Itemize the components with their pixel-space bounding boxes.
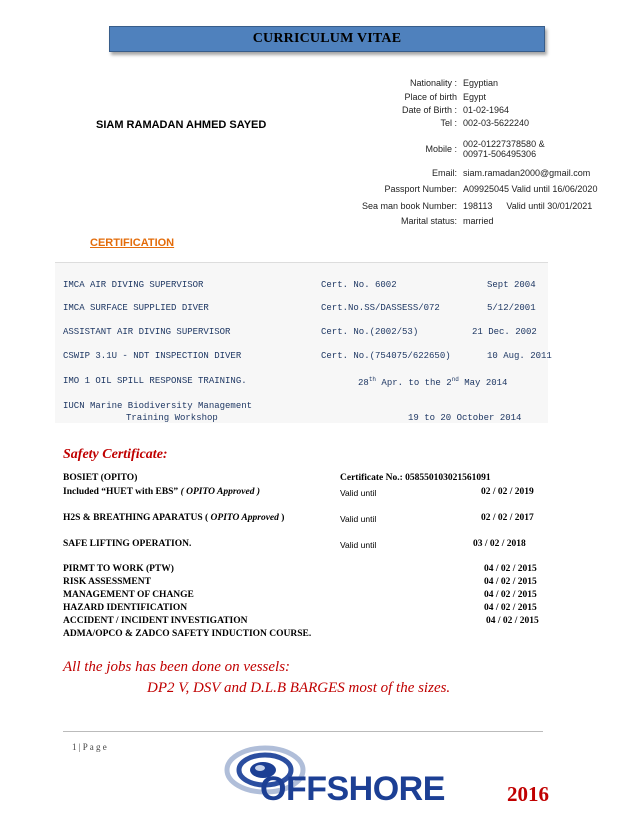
safety-heading: Safety Certificate: bbox=[63, 447, 168, 462]
cert-number: Cert.No.SS/DASSESS/072 bbox=[321, 303, 440, 313]
info-row-tel bbox=[340, 118, 638, 134]
lifting-name: SAFE LIFTING OPERATION. bbox=[63, 539, 192, 549]
info-row-marital-status bbox=[340, 214, 638, 228]
h2s-approved: OPITO Approved bbox=[210, 513, 279, 523]
info-label: Nationality : bbox=[409, 78, 457, 88]
cert-date: 21 Dec. 2002 bbox=[472, 327, 537, 337]
imo-mid: Apr. to the 2 bbox=[376, 378, 452, 388]
jobs-line2: DP2 V, DSV and D.L.B BARGES most of the sizes. bbox=[147, 680, 451, 696]
info-row-nationality bbox=[340, 78, 638, 92]
info-row-passport bbox=[340, 181, 638, 197]
bosiet-name: BOSIET (OPITO) bbox=[63, 473, 138, 483]
info-value: married bbox=[463, 216, 494, 226]
cert-number: Cert. No.(754075/622650) bbox=[321, 351, 451, 361]
huet-date: 02 / 02 / 2019 bbox=[481, 487, 534, 497]
cert-number: Cert. No. 6002 bbox=[321, 280, 397, 290]
huet-approved: ( OPITO Approved ) bbox=[180, 487, 260, 497]
cert-number: Cert. No.(2002/53) bbox=[321, 327, 419, 337]
jobs-line1: All the jobs has been done on vessels: bbox=[63, 659, 291, 675]
mobile-1: 002-01227378580 & bbox=[463, 139, 545, 149]
page-number: 1 | P a g e bbox=[72, 742, 107, 752]
iucn-date: 19 to 20 October 2014 bbox=[408, 413, 522, 423]
info-label: Marital status: bbox=[400, 216, 457, 226]
training-name: PIRMT TO WORK (PTW) bbox=[63, 564, 174, 574]
email-value: siam.ramadan2000@gmail.com bbox=[463, 167, 591, 178]
info-value: 01-02-1964 bbox=[463, 105, 510, 115]
training-name: RISK ASSESSMENT bbox=[63, 577, 151, 587]
info-label: Place of birth bbox=[404, 92, 457, 102]
bosiet-cert: Certificate No.: 058550103021561091 bbox=[340, 473, 491, 483]
info-label: Sea man book Number: bbox=[361, 200, 457, 211]
h2s-text: H2S & BREATHING APARATUS ( bbox=[63, 513, 211, 523]
seaman-number: 198113 bbox=[463, 200, 493, 211]
cert-date: Sept 2004 bbox=[487, 280, 536, 290]
info-value: A09925045 Valid until 16/06/2020 bbox=[463, 184, 598, 194]
info-row-seaman-book bbox=[340, 197, 638, 214]
personal-info bbox=[340, 78, 638, 228]
footer-divider bbox=[63, 731, 543, 732]
info-value: Egyptian bbox=[463, 78, 499, 88]
training-name: ACCIDENT / INCIDENT INVESTIGATION bbox=[63, 616, 248, 626]
iucn-line2: Training Workshop bbox=[126, 413, 218, 423]
training-date: 04 / 02 / 2015 bbox=[486, 616, 539, 626]
imo-day1: 28 bbox=[358, 378, 369, 388]
training-date: 04 / 02 / 2015 bbox=[484, 590, 537, 600]
mobile-2: 00971-506495306 bbox=[463, 149, 537, 159]
offshore-logo-text: OFFSHORE bbox=[260, 770, 445, 808]
training-date: 04 / 02 / 2015 bbox=[484, 564, 537, 574]
cert-name: CSWIP 3.1U - NDT INSPECTION DIVER bbox=[63, 351, 242, 361]
h2s-suffix: ) bbox=[278, 513, 285, 523]
cert-name: ASSISTANT AIR DIVING SUPERVISOR bbox=[63, 327, 231, 337]
imo-sup2: nd bbox=[451, 376, 459, 383]
training-date: 04 / 02 / 2015 bbox=[484, 603, 537, 613]
cert-name: IMCA SURFACE SUPPLIED DIVER bbox=[63, 303, 209, 313]
imo-dates bbox=[358, 376, 507, 388]
h2s-valid: Valid until bbox=[340, 514, 377, 524]
lifting-date: 03 / 02 / 2018 bbox=[473, 539, 526, 549]
cert-name: IMCA AIR DIVING SUPERVISOR bbox=[63, 280, 204, 290]
info-label: Mobile : bbox=[425, 144, 457, 154]
training-date: 04 / 02 / 2015 bbox=[484, 577, 537, 587]
imo-sup1: th bbox=[368, 376, 377, 383]
info-label: Passport Number: bbox=[384, 184, 457, 194]
training-name: HAZARD IDENTIFICATION bbox=[63, 603, 188, 613]
training-name: ADMA/OPCO & ZADCO SAFETY INDUCTION COURSE. bbox=[63, 629, 312, 639]
info-row-place-of-birth bbox=[340, 92, 638, 105]
cert-date: 10 Aug. 2011 bbox=[487, 351, 552, 361]
info-value: Egypt bbox=[463, 92, 487, 102]
info-value: 002-03-5622240 bbox=[463, 118, 530, 128]
h2s-line bbox=[63, 513, 284, 523]
info-value bbox=[463, 201, 638, 211]
cv-title-banner bbox=[109, 26, 545, 52]
h2s-date: 02 / 02 / 2017 bbox=[481, 513, 534, 523]
imo-training: IMO 1 OIL SPILL RESPONSE TRAINING. bbox=[63, 376, 247, 386]
huet-valid: Valid until bbox=[340, 488, 377, 498]
imo-end: May 2014 bbox=[458, 378, 508, 388]
training-name: MANAGEMENT OF CHANGE bbox=[63, 590, 194, 600]
seaman-validity: Valid until 30/01/2021 bbox=[506, 200, 593, 211]
iucn-line1: IUCN Marine Biodiversity Management bbox=[63, 401, 253, 411]
info-label: Tel : bbox=[440, 118, 457, 128]
info-row-date-of-birth bbox=[340, 105, 638, 118]
lifting-valid: Valid until bbox=[340, 540, 377, 550]
huet-line bbox=[63, 487, 260, 497]
cert-date: 5/12/2001 bbox=[487, 303, 536, 313]
info-value bbox=[463, 139, 638, 159]
info-row-mobile bbox=[340, 134, 638, 164]
candidate-name: SIAM RAMADAN AHMED SAYED bbox=[96, 119, 267, 131]
huet-text: Included “HUET with EBS” bbox=[63, 487, 181, 497]
cv-title: CURRICULUM VITAE bbox=[252, 31, 402, 46]
info-row-email bbox=[340, 164, 638, 181]
certification-heading: CERTIFICATION bbox=[90, 237, 175, 249]
year-label: 2016 bbox=[507, 782, 549, 806]
info-label: Date of Birth : bbox=[401, 105, 457, 115]
info-label: Email: bbox=[431, 167, 457, 178]
